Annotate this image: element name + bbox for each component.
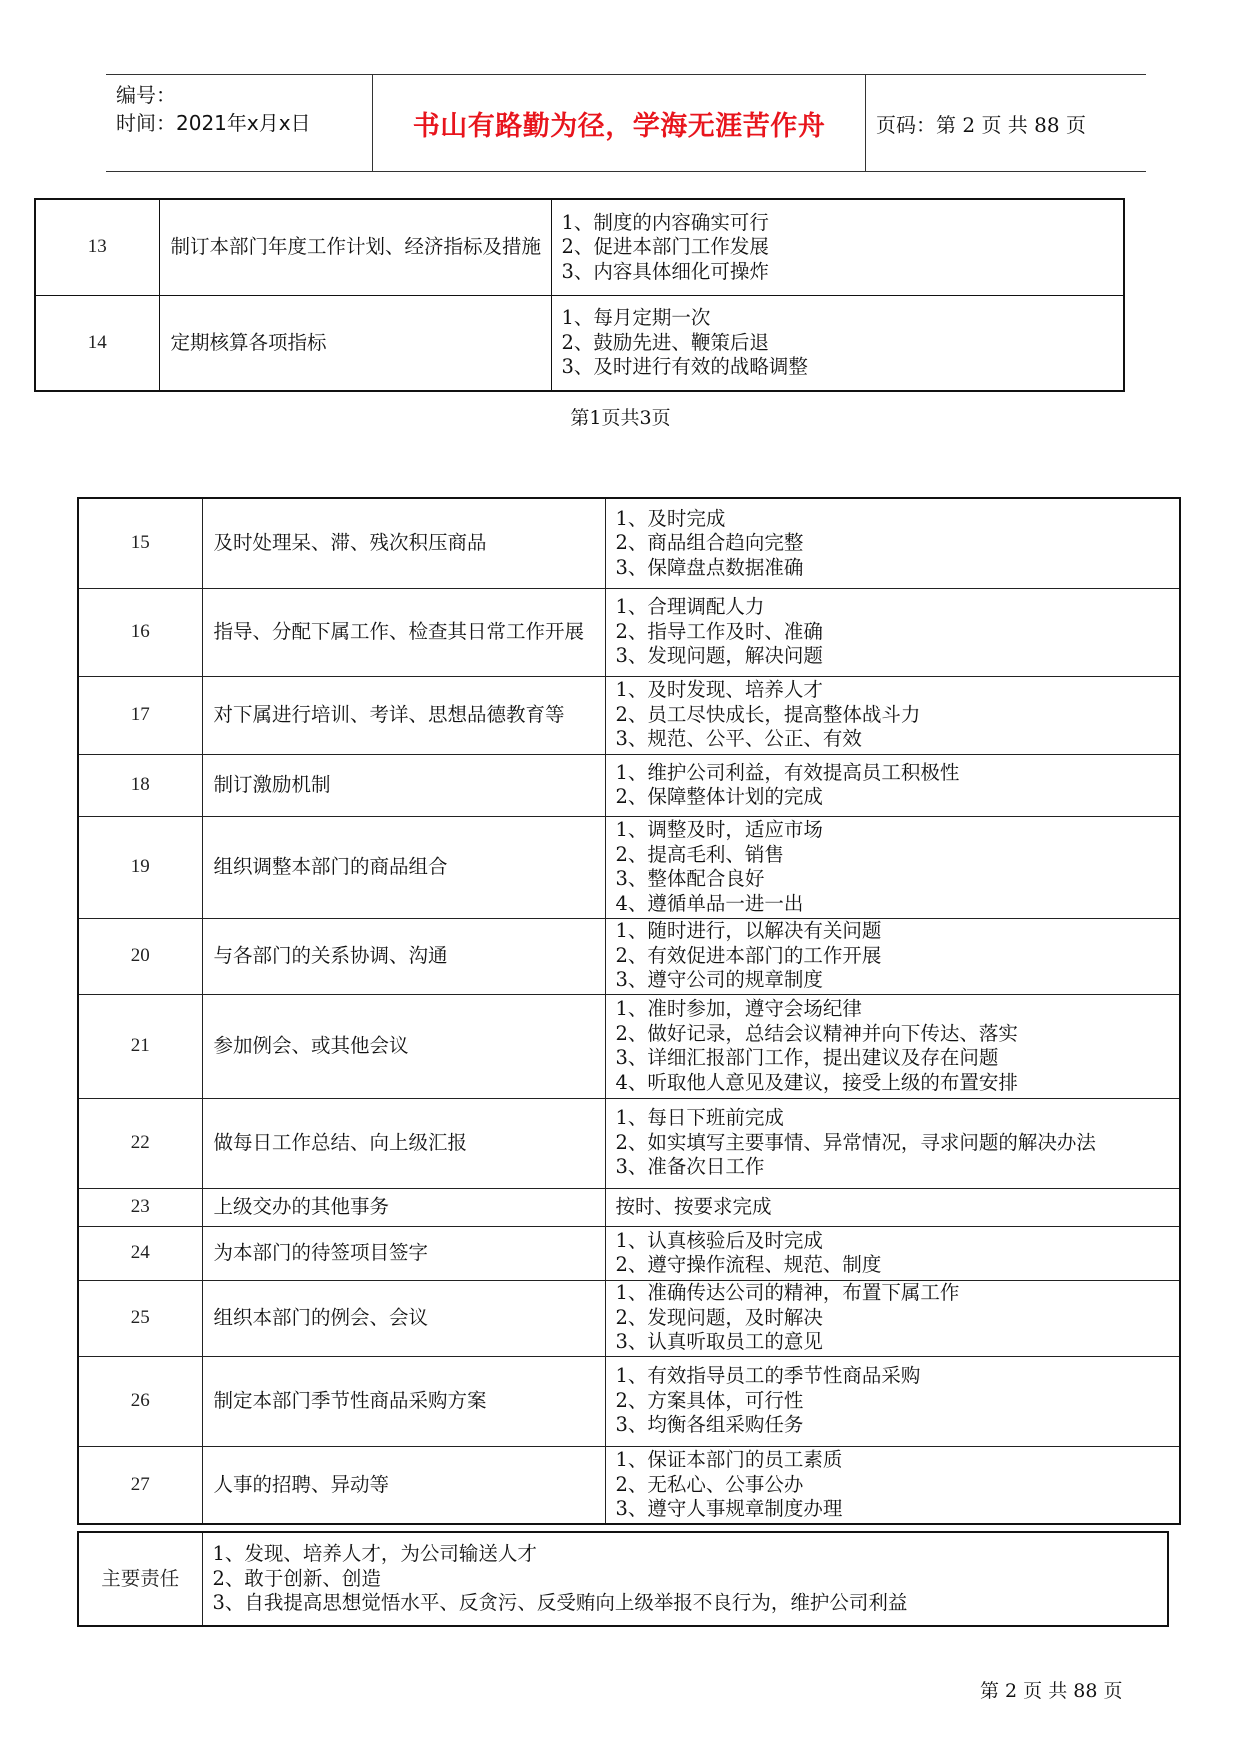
- header-meta: [106, 75, 372, 171]
- duty-task: 制订激励机制: [202, 754, 605, 816]
- duty-requirements: [605, 1226, 1180, 1280]
- duty-task: 上级交办的其他事务: [202, 1188, 605, 1226]
- requirement-line: 3、内容具体细化可操炸: [561, 259, 769, 283]
- motto: 书山有路勤为径，学海无涯苦作舟: [412, 110, 826, 142]
- row-number: 17: [78, 676, 202, 754]
- duty-table-main: [77, 497, 1181, 1525]
- row-number: 13: [35, 199, 159, 295]
- table-row: [78, 918, 1180, 994]
- requirement-line: 3、均衡各组采购任务: [615, 1413, 804, 1437]
- row-number: 25: [78, 1280, 202, 1356]
- duty-requirements: [551, 199, 1124, 295]
- duty-requirements: [605, 676, 1180, 754]
- duty-task: 及时处理呆、滞、残次积压商品: [202, 498, 605, 588]
- duty-task: 定期核算各项指标: [159, 295, 551, 391]
- requirement-line: 4、听取他人意见及建议，接受上级的布置安排: [615, 1070, 1018, 1094]
- requirement-line: 1、及时发现、培养人才: [615, 678, 823, 702]
- requirement-line: 2、员工尽快成长，提高整体战斗力: [615, 702, 921, 726]
- table-row: [78, 754, 1180, 816]
- duty-task: 为本部门的待签项目签字: [202, 1226, 605, 1280]
- row-number: 15: [78, 498, 202, 588]
- requirement-line: 1、调整及时，适应市场: [615, 818, 823, 841]
- requirement-line: 3、及时进行有效的战略调整: [561, 355, 808, 378]
- requirement-line: 2、鼓励先进、鞭策后退: [561, 330, 769, 354]
- requirement-line: 3、发现问题，解决问题: [615, 644, 823, 668]
- table-row: [78, 816, 1180, 918]
- duty-requirements: [605, 1356, 1180, 1446]
- row-number: 23: [78, 1188, 202, 1226]
- page-header: [106, 74, 1146, 172]
- requirement-line: 1、制度的内容确实可行: [561, 210, 769, 234]
- responsibility-row: [78, 1532, 1168, 1626]
- table-row: [35, 295, 1124, 391]
- table-row: [78, 498, 1180, 588]
- row-number: 27: [78, 1446, 202, 1524]
- duty-task: 指导、分配下属工作、检查其日常工作开展: [202, 588, 605, 676]
- responsibility-label: 主要责任: [78, 1532, 202, 1626]
- requirement-line: 2、促进本部门工作发展: [561, 235, 769, 258]
- page-note: 第1页共3页: [570, 407, 671, 429]
- requirement-line: 1、每月定期一次: [561, 306, 711, 329]
- requirement-line: 2、无私心、公事公办: [615, 1472, 804, 1496]
- requirement-line: 2、方案具体，可行性: [615, 1388, 804, 1412]
- requirement-line: 2、发现问题，及时解决: [615, 1305, 823, 1329]
- duty-task: 制订本部门年度工作计划、经济指标及措施: [159, 199, 551, 295]
- requirement-line: 1、合理调配人力: [615, 595, 765, 619]
- requirement-line: 3、保障盘点数据准确: [615, 555, 804, 579]
- row-number: 14: [35, 295, 159, 391]
- page-code: 页码：第 2 页 共 88 页: [876, 112, 1086, 137]
- row-number: 24: [78, 1226, 202, 1280]
- requirement-line: 3、遵守人事规章制度办理: [615, 1497, 843, 1520]
- table-row: [35, 199, 1124, 295]
- duty-requirements: [605, 1280, 1180, 1356]
- duty-requirements: [551, 295, 1124, 391]
- requirement-line: 1、认真核验后及时完成: [615, 1228, 823, 1252]
- row-number: 16: [78, 588, 202, 676]
- row-number: 18: [78, 754, 202, 816]
- table-row: [78, 1188, 1180, 1226]
- requirement-line: 2、商品组合趋向完整: [615, 531, 804, 554]
- requirement-line: 按时、按要求完成: [615, 1194, 772, 1218]
- responsibility-table: [77, 1531, 1169, 1627]
- requirement-line: 1、每日下班前完成: [615, 1106, 784, 1130]
- requirement-line: 2、指导工作及时、准确: [615, 619, 823, 643]
- duty-task: 组织本部门的例会、会议: [202, 1280, 605, 1356]
- requirement-line: 3、认真听取员工的意见: [615, 1330, 823, 1354]
- header-page-cell: [864, 75, 1146, 171]
- duty-requirements: [605, 918, 1180, 994]
- row-number: 21: [78, 994, 202, 1098]
- duty-task: 制定本部门季节性商品采购方案: [202, 1356, 605, 1446]
- row-number: 20: [78, 918, 202, 994]
- row-number: 22: [78, 1098, 202, 1188]
- duty-requirements: [605, 1188, 1180, 1226]
- requirement-line: 2、提高毛利、销售: [615, 842, 784, 866]
- requirement-line: 1、及时完成: [615, 506, 726, 530]
- duty-requirements: [605, 498, 1180, 588]
- table-row: [78, 1446, 1180, 1524]
- requirement-line: 3、遵守公司的规章制度: [615, 968, 823, 992]
- table-row: [78, 676, 1180, 754]
- requirement-line: 3、准备次日工作: [615, 1155, 765, 1179]
- requirement-line: 2、如实填写主要事情、异常情况，寻求问题的解决办法: [615, 1130, 1096, 1154]
- requirement-line: 1、维护公司利益，有效提高员工积极性: [615, 760, 960, 784]
- table-row: [78, 588, 1180, 676]
- duty-task: 人事的招聘、异动等: [202, 1446, 605, 1524]
- page-footer: 第 2 页 共 88 页: [980, 1680, 1123, 1702]
- requirement-line: 1、有效指导员工的季节性商品采购: [615, 1364, 921, 1388]
- table-row: [78, 1356, 1180, 1446]
- requirement-line: 2、有效促进本部门的工作开展: [615, 943, 882, 967]
- requirement-line: 2、保障整体计划的完成: [615, 785, 823, 808]
- duty-table-top: [34, 198, 1125, 392]
- duty-requirements: [605, 1098, 1180, 1188]
- requirement-line: 3、整体配合良好: [615, 867, 765, 890]
- table-row: [78, 1098, 1180, 1188]
- table-row: [78, 994, 1180, 1098]
- requirement-line: 2、遵守操作流程、规范、制度: [615, 1253, 882, 1276]
- responsibility-item: 3、自我提高思想觉悟水平、反贪污、反受贿向上级举报不良行为，维护公司利益: [212, 1591, 908, 1615]
- duty-task: 做每日工作总结、向上级汇报: [202, 1098, 605, 1188]
- responsibility-item: 2、敢于创新、创造: [212, 1566, 381, 1590]
- duty-requirements: [605, 816, 1180, 918]
- time-label: 时间：2021年x月x日: [116, 111, 311, 135]
- duty-requirements: [605, 1446, 1180, 1524]
- responsibility-item: 1、发现、培养人才，为公司输送人才: [212, 1542, 537, 1566]
- requirement-line: 1、准时参加，遵守会场纪律: [615, 997, 862, 1020]
- requirement-line: 1、随时进行，以解决有关问题: [615, 919, 882, 943]
- row-number: 19: [78, 816, 202, 918]
- table-row: [78, 1226, 1180, 1280]
- requirement-line: 1、准确传达公司的精神，布置下属工作: [615, 1281, 960, 1305]
- responsibility-items: [202, 1532, 1168, 1626]
- duty-task: 组织调整本部门的商品组合: [202, 816, 605, 918]
- requirement-line: 1、保证本部门的员工素质: [615, 1448, 843, 1471]
- requirement-line: 3、详细汇报部门工作，提出建议及存在问题: [615, 1046, 999, 1069]
- requirement-line: 4、遵循单品一进一出: [615, 891, 804, 915]
- number-label: 编号：: [116, 83, 176, 107]
- table-row: [78, 1280, 1180, 1356]
- requirement-line: 2、做好记录，总结会议精神并向下传达、落实: [615, 1021, 1018, 1045]
- duty-requirements: [605, 994, 1180, 1098]
- duty-task: 与各部门的关系协调、沟通: [202, 918, 605, 994]
- row-number: 26: [78, 1356, 202, 1446]
- duty-requirements: [605, 754, 1180, 816]
- duty-requirements: [605, 588, 1180, 676]
- requirement-line: 3、规范、公平、公正、有效: [615, 727, 862, 751]
- duty-task: 参加例会、或其他会议: [202, 994, 605, 1098]
- duty-task: 对下属进行培训、考详、思想品德教育等: [202, 676, 605, 754]
- header-motto-cell: [372, 75, 866, 171]
